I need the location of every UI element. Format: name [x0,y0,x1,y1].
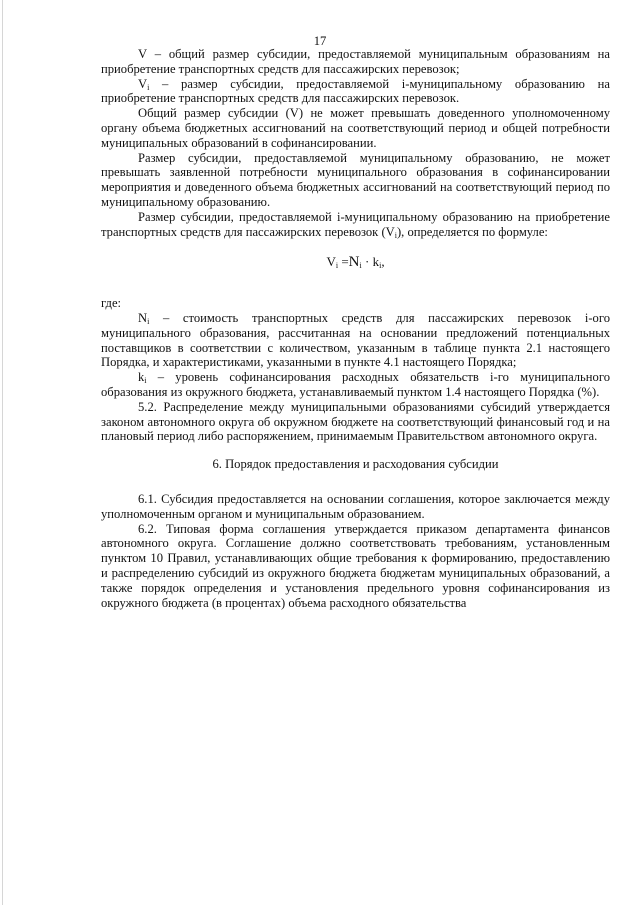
paragraph-total-limit: Общий размер субсидии (V) не может превышать доведенного уполномоченному органу объема бюджетных ассигнований на соответствующий период и общей потребности муниципальных образований в софинансировании. [101,106,610,150]
paragraph-size-limit: Размер субсидии, предоставляемой муниципальному образованию, не может превышать заявленной потребности муниципального образования в софинансировании мероприятия и доведенного объема бюджетных ассигнований на соответствующий период по муниципальному образованию. [101,150,610,209]
formula [101,255,610,270]
formula-lhs: V [326,254,336,270]
paragraph-v-definition: V – общий размер субсидии, предоставляемой муниципальным образованиям на приобретение транспортных средств для пассажирских перевозок; [101,47,610,76]
paragraph-vi-definition [101,77,610,107]
paragraph-ki-definition [101,370,610,400]
vi-symbol: V [138,76,148,91]
formula-n-subscript: i [359,261,362,271]
formula-k-subscript: i [379,261,382,271]
formula-equals: = [338,254,349,270]
ni-text: – стоимость транспортных средств для пассажирских перевозок i-ого муниципального образования, рассчитанная на основании предложений потенциальных поставщиков в соответствии с количеством, указанным в таблице пункта 2.1 настоящего Порядка, и характеристиками, указанными в пункте 4.1 настоящего Порядка; [101,310,610,370]
formula-lhs-subscript: i [335,261,339,271]
formula-k: k [372,254,380,270]
ni-symbol: N [138,310,148,325]
paragraph-6-2: 6.2. Типовая форма соглашения утверждается приказом департамента финансов автономного округа. Соглашение должно соответствовать требованиям, установленным пунктом 10 Правил, устанавливающих общие требования к формированию, предоставлению и распределению субсидий из окружного бюджета бюджетам муниципальных образований, а также порядок определения и установления предельного уровня софинансирования из окружного бюджета (в процентах) объема расходного обязательства [101,521,610,610]
where-label: где: [101,296,122,311]
formula-intro-text: Размер субсидии, предоставляемой i-муниципальному образованию на приобретение транспортных средств для пассажирских перевозок (V [101,209,610,239]
ki-symbol: k [138,370,145,385]
paragraph-ni-definition [101,311,610,370]
ki-subscript: i [144,376,147,386]
section-6-heading: 6. Порядок предоставления и расходования субсидии [212,457,499,472]
vi-text: – размер субсидии, предоставляемой i-муниципальному образованию на приобретение транспортных средств для пассажирских перевозок. [101,76,610,106]
page-edge-line [2,0,3,905]
page-number: 17 [313,34,327,48]
vi-subscript: i [147,82,150,92]
ni-subscript: i [147,316,150,326]
formula-dot: · [361,254,373,270]
document-body [101,47,610,610]
formula-intro-subscript: i [394,230,397,240]
formula-intro-end: ), определяется по формуле: [396,224,548,239]
paragraph-6-1: 6.1. Субсидия предоставляется на основании соглашения, которое заключается между уполномоченным органом и муниципальным образованием. [101,491,610,521]
formula-n: N [348,254,360,271]
paragraph-5-2: 5.2. Распределение между муниципальными образованиями субсидий утверждается законом автономного округа об окружном бюджете на соответствующий финансовый год и на плановый период либо распоряжением, принимаемым Правительством автономного округа. [101,399,610,444]
ki-text: – уровень софинансирования расходных обязательств i-го муниципального образования из окружного бюджета, устанавливаемый пунктом 1.4 настоящего Порядка (%). [101,370,610,399]
formula-end: , [381,254,385,270]
paragraph-formula-intro [101,210,610,240]
